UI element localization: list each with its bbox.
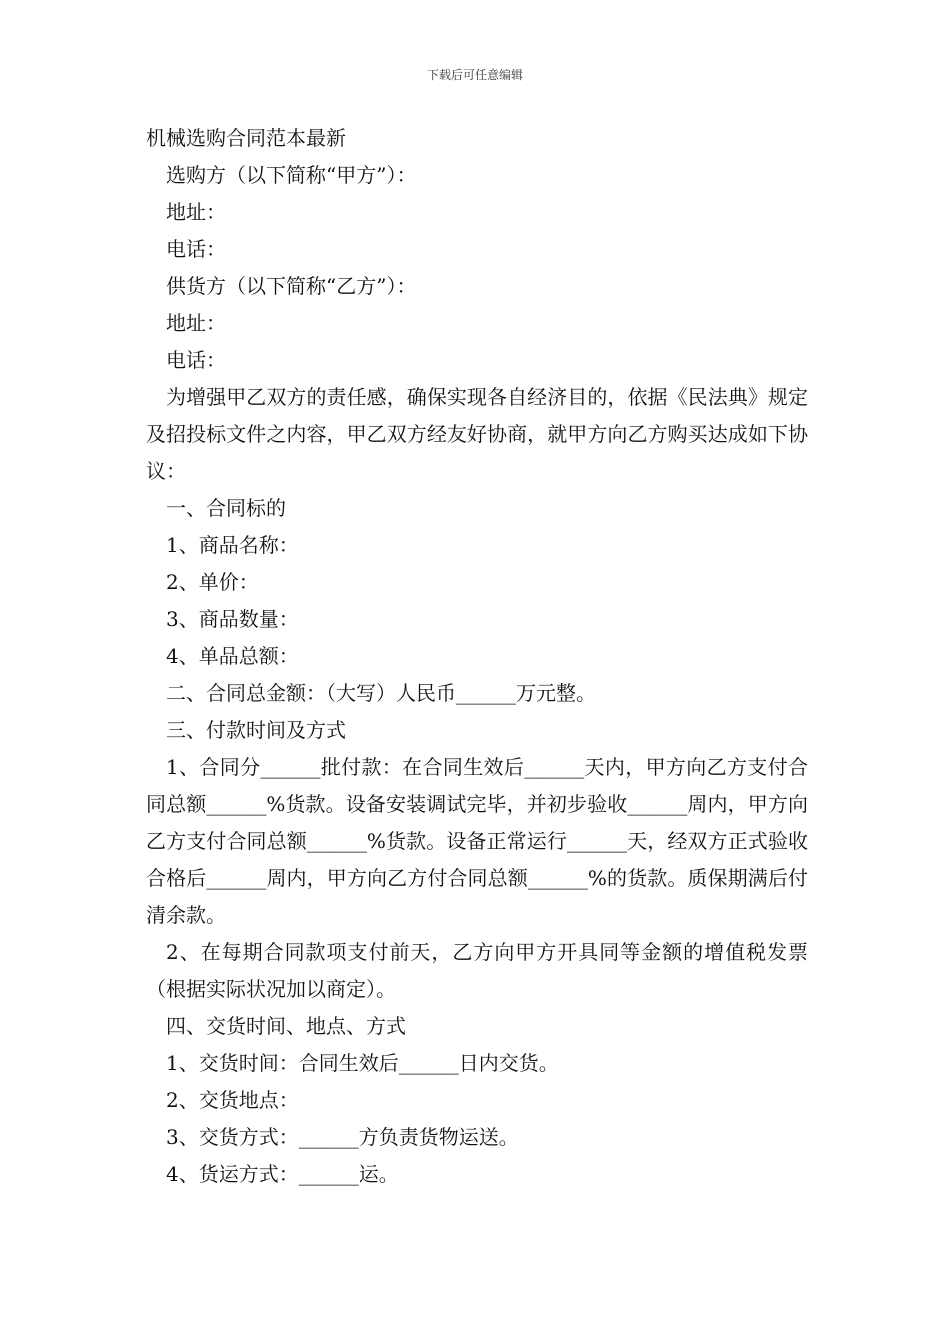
document-body <box>146 120 808 1193</box>
section-3-title: 三、付款时间及方式 <box>166 718 346 742</box>
invoice-paragraph: 2、在每期合同款项支付前天，乙方向甲方开具同等金额的增值税发票（根据实际状况加以商定）。 <box>146 940 808 1001</box>
payment-terms-paragraph: 1、合同分______批付款：在合同生效后______天内，甲方向乙方支付合同总额______%货款。设备安装调试完毕，并初步验收______周内，甲方向乙方支付合同总额______%货款。设备正常运行______天，经双方正式验收合格后______周内，甲方向乙方付合同总额______%的货款。质保期满后付清余款。 <box>146 755 808 927</box>
item-delivery-place: 2、交货地点： <box>166 1088 299 1112</box>
supplier-address-line: 地址： <box>166 311 226 335</box>
buyer-phone-line: 电话： <box>166 237 226 261</box>
supplier-phone-line: 电话： <box>166 348 226 372</box>
item-delivery-time: 1、交货时间：合同生效后______日内交货。 <box>166 1051 559 1075</box>
document-title: 机械选购合同范本最新 <box>146 126 346 150</box>
item-quantity: 3、商品数量： <box>166 607 299 631</box>
section-2-total-amount: 二、合同总金额：（大写）人民币______万元整。 <box>166 681 596 705</box>
item-shipping-method: 4、货运方式：______运。 <box>166 1162 399 1186</box>
section-1-title: 一、合同标的 <box>166 496 286 520</box>
item-unit-price: 2、单价： <box>166 570 259 594</box>
section-4-title: 四、交货时间、地点、方式 <box>166 1014 406 1038</box>
item-product-name: 1、商品名称： <box>166 533 299 557</box>
intro-paragraph: 为增强甲乙双方的责任感，确保实现各自经济目的，依据《民法典》规定及招投标文件之内容，甲乙双方经友好协商，就甲方向乙方购买达成如下协议： <box>146 385 808 483</box>
header-note: 下载后可任意编辑 <box>426 68 523 82</box>
item-total: 4、单品总额： <box>166 644 299 668</box>
supplier-line: 供货方（以下简称“乙方”）： <box>166 274 417 298</box>
buyer-line: 选购方（以下简称“甲方”）： <box>166 163 417 187</box>
item-delivery-method: 3、交货方式：______方负责货物运送。 <box>166 1125 519 1149</box>
buyer-address-line: 地址： <box>166 200 226 224</box>
